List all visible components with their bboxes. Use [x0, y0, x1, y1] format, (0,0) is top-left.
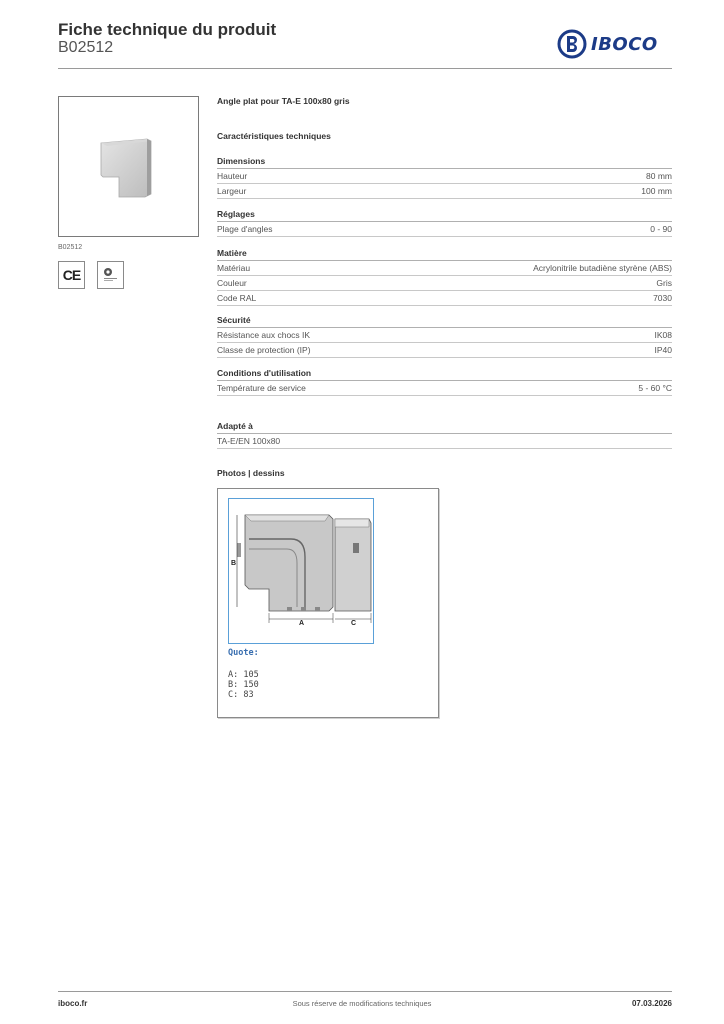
footer-website-link[interactable]: iboco.fr	[58, 999, 88, 1008]
spec-value: 5 - 60 °C	[638, 383, 672, 393]
spec-row	[217, 328, 672, 343]
header-divider	[58, 68, 672, 69]
spec-label: TA-E/EN 100x80	[217, 436, 281, 446]
spec-label: Couleur	[217, 278, 247, 288]
product-image	[58, 96, 199, 237]
logo-wordmark: IBOCO	[591, 33, 658, 55]
footer-divider	[58, 991, 672, 992]
spec-value: Acrylonitrile butadiène styrène (ABS)	[533, 263, 672, 273]
spec-label: Plage d'angles	[217, 224, 273, 234]
specs-title: Caractéristiques techniques	[217, 131, 331, 141]
environmental-mark-icon	[101, 265, 121, 285]
section-title: Réglages	[217, 208, 672, 222]
product-photo	[59, 97, 198, 236]
photos-title: Photos | dessins	[217, 468, 285, 478]
ce-certification	[58, 261, 85, 289]
spec-row	[217, 222, 672, 237]
spec-label: Résistance aux chocs IK	[217, 330, 311, 340]
dimension-a-label: A	[299, 620, 305, 627]
section-securite	[217, 314, 672, 358]
brand-logo	[557, 28, 675, 60]
section-title: Dimensions	[217, 155, 672, 169]
spec-value: IK08	[654, 330, 672, 340]
spec-label: Code RAL	[217, 293, 257, 303]
section-title: Conditions d'utilisation	[217, 367, 672, 381]
footer-date: 07.03.2026	[631, 999, 672, 1008]
spec-value: 100 mm	[641, 186, 672, 196]
section-matiere	[217, 247, 672, 306]
footer-notice: Sous réserve de modifications techniques	[292, 999, 432, 1008]
spec-row	[217, 169, 672, 184]
spec-value: 7030	[653, 293, 672, 303]
spec-value: IP40	[654, 345, 672, 355]
spec-row	[217, 261, 672, 276]
spec-row	[217, 381, 672, 396]
spec-row	[217, 343, 672, 358]
section-dimensions	[217, 155, 672, 199]
quote-title: Quote:	[228, 648, 259, 658]
spec-value: Gris	[656, 278, 672, 288]
spec-value: 0 - 90	[650, 224, 672, 234]
spec-label: Hauteur	[217, 171, 248, 181]
section-title: Adapté à	[217, 420, 672, 434]
product-name: Angle plat pour TA-E 100x80 gris	[217, 96, 350, 106]
section-reglages	[217, 208, 672, 237]
dimension-c-label: C	[351, 620, 357, 627]
spec-row	[217, 434, 672, 449]
environmental-certification	[97, 261, 124, 289]
quote-b: B: 150	[228, 680, 259, 690]
quote-c: C: 83	[228, 690, 254, 700]
section-title: Matière	[217, 247, 672, 261]
spec-label: Largeur	[217, 186, 247, 196]
iboco-logo-icon	[557, 29, 587, 59]
spec-label: Température de service	[217, 383, 306, 393]
page-title: Fiche technique du produit	[58, 20, 277, 39]
spec-row	[217, 291, 672, 306]
spec-row	[217, 184, 672, 199]
spec-label: Classe de protection (IP)	[217, 345, 311, 355]
ce-mark-icon: CE	[62, 267, 81, 283]
product-code: B02512	[58, 39, 114, 56]
dimension-b-label: B	[231, 560, 237, 567]
spec-value: 80 mm	[646, 171, 672, 181]
section-adapte	[217, 420, 672, 449]
technical-drawing-frame	[217, 488, 439, 718]
spec-label: Matériau	[217, 263, 251, 273]
section-conditions	[217, 367, 672, 396]
technical-drawing	[228, 498, 374, 644]
quote-a: A: 105	[228, 670, 259, 680]
image-caption: B02512	[58, 244, 83, 251]
section-title: Sécurité	[217, 314, 672, 328]
dimension-drawing	[229, 499, 373, 643]
spec-row	[217, 276, 672, 291]
